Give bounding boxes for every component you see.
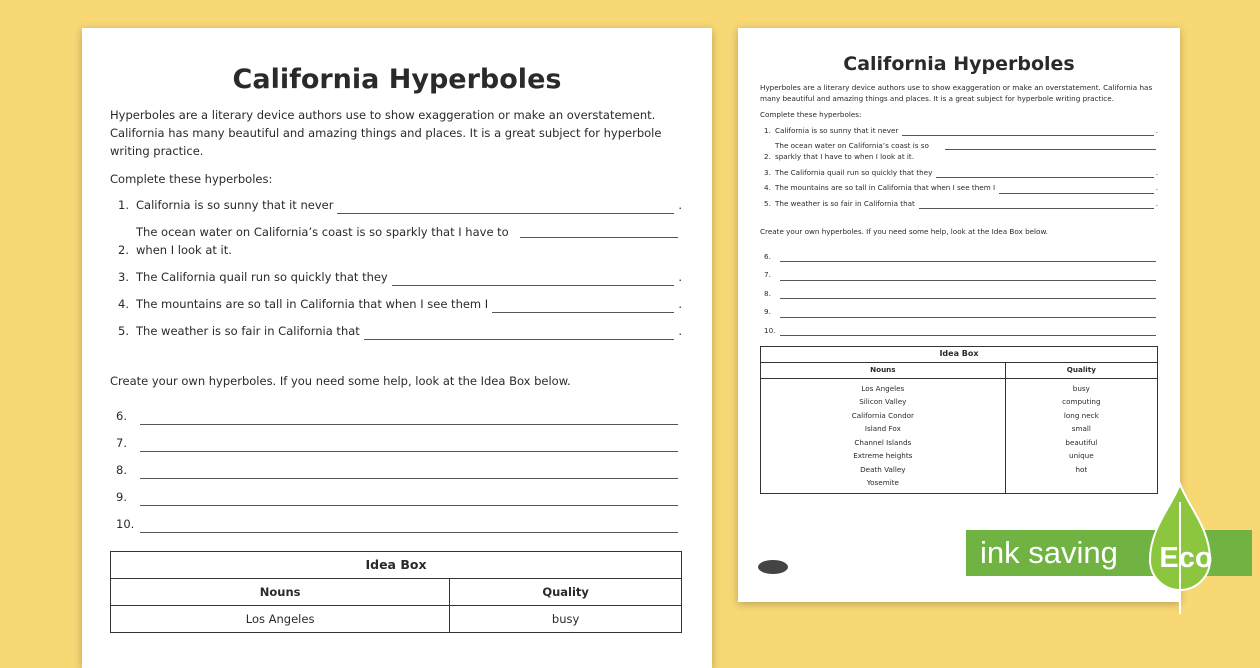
hyperbole-text: The California quail run so quickly that they [775,167,933,177]
publisher-logo-icon [758,560,788,574]
answer-line [140,439,678,452]
answer-line [140,520,678,533]
answer-line [337,201,674,214]
idea-box-title: Idea Box [761,347,1158,363]
answer-line [140,412,678,425]
noun-item: Los Angeles [245,612,315,626]
worksheet-body [760,83,1158,494]
end-period: . [678,270,682,284]
hyperbole-item [764,199,1158,210]
answer-line [140,466,678,479]
item-number: 9. [116,490,127,504]
answer-line [520,223,678,238]
quality-column [450,606,682,633]
hyperbole-item [764,183,1158,194]
end-period: . [678,297,682,311]
item-number: 4. [764,183,771,193]
item-number: 7. [116,436,127,450]
idea-box-title: Idea Box [111,552,682,579]
item-number: 9. [764,307,771,317]
answer-line [392,273,675,286]
answer-line [945,141,1156,150]
answer-line [780,327,1156,336]
end-period: . [1155,183,1158,193]
hyperbole-item [118,196,682,214]
ink-saving-eco-badge [966,482,1252,630]
answer-line [919,200,1154,209]
own-hyperbole-list [110,398,682,533]
idea-box-table [110,551,682,633]
worksheet-title: California Hyperboles [843,53,1075,75]
own-hyperbole-line [764,281,1158,300]
quality-item: busy [551,612,580,626]
hyperbole-text: The mountains are so tall in California that when I see them I [136,297,489,311]
own-hyperbole-line [764,299,1158,318]
answer-line [492,300,674,313]
item-number: 8. [116,463,127,477]
item-number: 5. [764,198,771,208]
answer-line [936,169,1153,178]
noun-item: Channel Islands [854,437,912,447]
hyperbole-item [118,295,682,313]
end-period: . [678,324,682,338]
hyperbole-list [760,126,1158,210]
quality-item: computing [1062,397,1101,407]
quality-column [1005,378,1157,493]
end-period: . [1155,167,1158,177]
nouns-column [761,378,1006,493]
item-number: 6. [764,251,771,261]
complete-prompt: Complete these hyperboles: [110,172,273,186]
answer-line [902,127,1153,136]
idea-box-table [760,346,1158,493]
own-hyperbole-line [116,479,682,506]
hyperbole-list [110,196,682,340]
hyperbole-item [764,126,1158,137]
own-hyperbole-line [116,425,682,452]
item-number: 7. [764,270,771,280]
quality-header: Quality [450,579,682,606]
end-period: . [1155,198,1158,208]
hyperbole-item [118,322,682,340]
quality-item: unique [1069,451,1094,461]
hyperbole-text: The California quail run so quickly that they [136,270,388,284]
hyperbole-text: California is so sunny that it never [775,125,899,135]
worksheet-body [110,106,682,633]
item-number: 4. [118,297,129,311]
hyperbole-item [118,268,682,286]
own-hyperbole-line [116,452,682,479]
item-number: 1. [118,198,129,212]
intro-paragraph: Hyperboles are a literary device authors use to show exaggeration or make an overstatement. California has many beautiful and amazing things and places. It is a great subject for hyperbole writing practice. [110,108,662,158]
noun-item: Yosemite [866,478,899,488]
answer-line [364,327,675,340]
own-hyperboles-prompt: Create your own hyperboles. If you need some help, look at the Idea Box below. [760,227,1048,237]
own-hyperbole-line [116,398,682,425]
noun-item: Death Valley [860,464,906,474]
own-hyperbole-line [764,244,1158,263]
hyperbole-item [118,223,682,259]
answer-line [780,309,1156,318]
answer-line [780,272,1156,281]
hyperbole-text: The ocean water on California’s coast is so sparkly that I have to when I look at it. [136,225,509,257]
own-hyperboles-prompt: Create your own hyperboles. If you need some help, look at the Idea Box below. [110,374,571,388]
answer-line [999,185,1154,194]
eco-label: Eco [1159,542,1213,574]
item-number: 10. [116,517,135,531]
noun-item: Island Fox [864,424,901,434]
nouns-header: Nouns [111,579,450,606]
own-hyperbole-line [764,318,1158,337]
hyperbole-item [764,141,1158,162]
worksheet-preview-large [82,28,712,668]
quality-item: beautiful [1065,437,1098,447]
own-hyperbole-line [764,262,1158,281]
quality-item: hot [1075,464,1088,474]
hyperbole-text: The ocean water on California’s coast is so sparkly that I have to when I look at it. [775,141,929,161]
own-hyperbole-list [760,244,1158,337]
item-number: 10. [764,325,776,335]
worksheet-title: California Hyperboles [232,64,562,95]
quality-item: long neck [1063,410,1099,420]
noun-item: Extreme heights [853,451,913,461]
intro-paragraph: Hyperboles are a literary device authors use to show exaggeration or make an overstatement. California has many beautiful and amazing things and places. It is a great subject for hyperbole writing practice. [760,83,1153,103]
noun-item: California Condor [851,410,914,420]
quality-item: small [1071,424,1091,434]
answer-line [780,290,1156,299]
complete-prompt: Complete these hyperboles: [760,110,862,120]
quality-header: Quality [1005,363,1157,379]
end-period: . [678,198,682,212]
noun-item: Los Angeles [861,383,905,393]
noun-item: Silicon Valley [859,397,907,407]
hyperbole-text: The mountains are so tall in California that when I see them I [775,183,996,193]
hyperbole-text: California is so sunny that it never [136,198,334,212]
item-number: 3. [118,270,129,284]
end-period: . [1155,125,1158,135]
item-number: 5. [118,324,129,338]
item-number: 8. [764,288,771,298]
hyperbole-text: The weather is so fair in California that [775,198,915,208]
hyperbole-item [764,168,1158,179]
item-number: 3. [764,167,771,177]
own-hyperbole-line [116,506,682,533]
nouns-header: Nouns [761,363,1006,379]
answer-line [140,493,678,506]
answer-line [780,253,1156,262]
ink-saving-label: ink saving [980,535,1118,570]
quality-item: busy [1072,383,1090,393]
nouns-column [111,606,450,633]
hyperbole-text: The weather is so fair in California that [136,324,360,338]
item-number: 1. [764,125,771,135]
item-number: 2. [764,151,771,161]
item-number: 6. [116,409,127,423]
item-number: 2. [118,243,129,257]
